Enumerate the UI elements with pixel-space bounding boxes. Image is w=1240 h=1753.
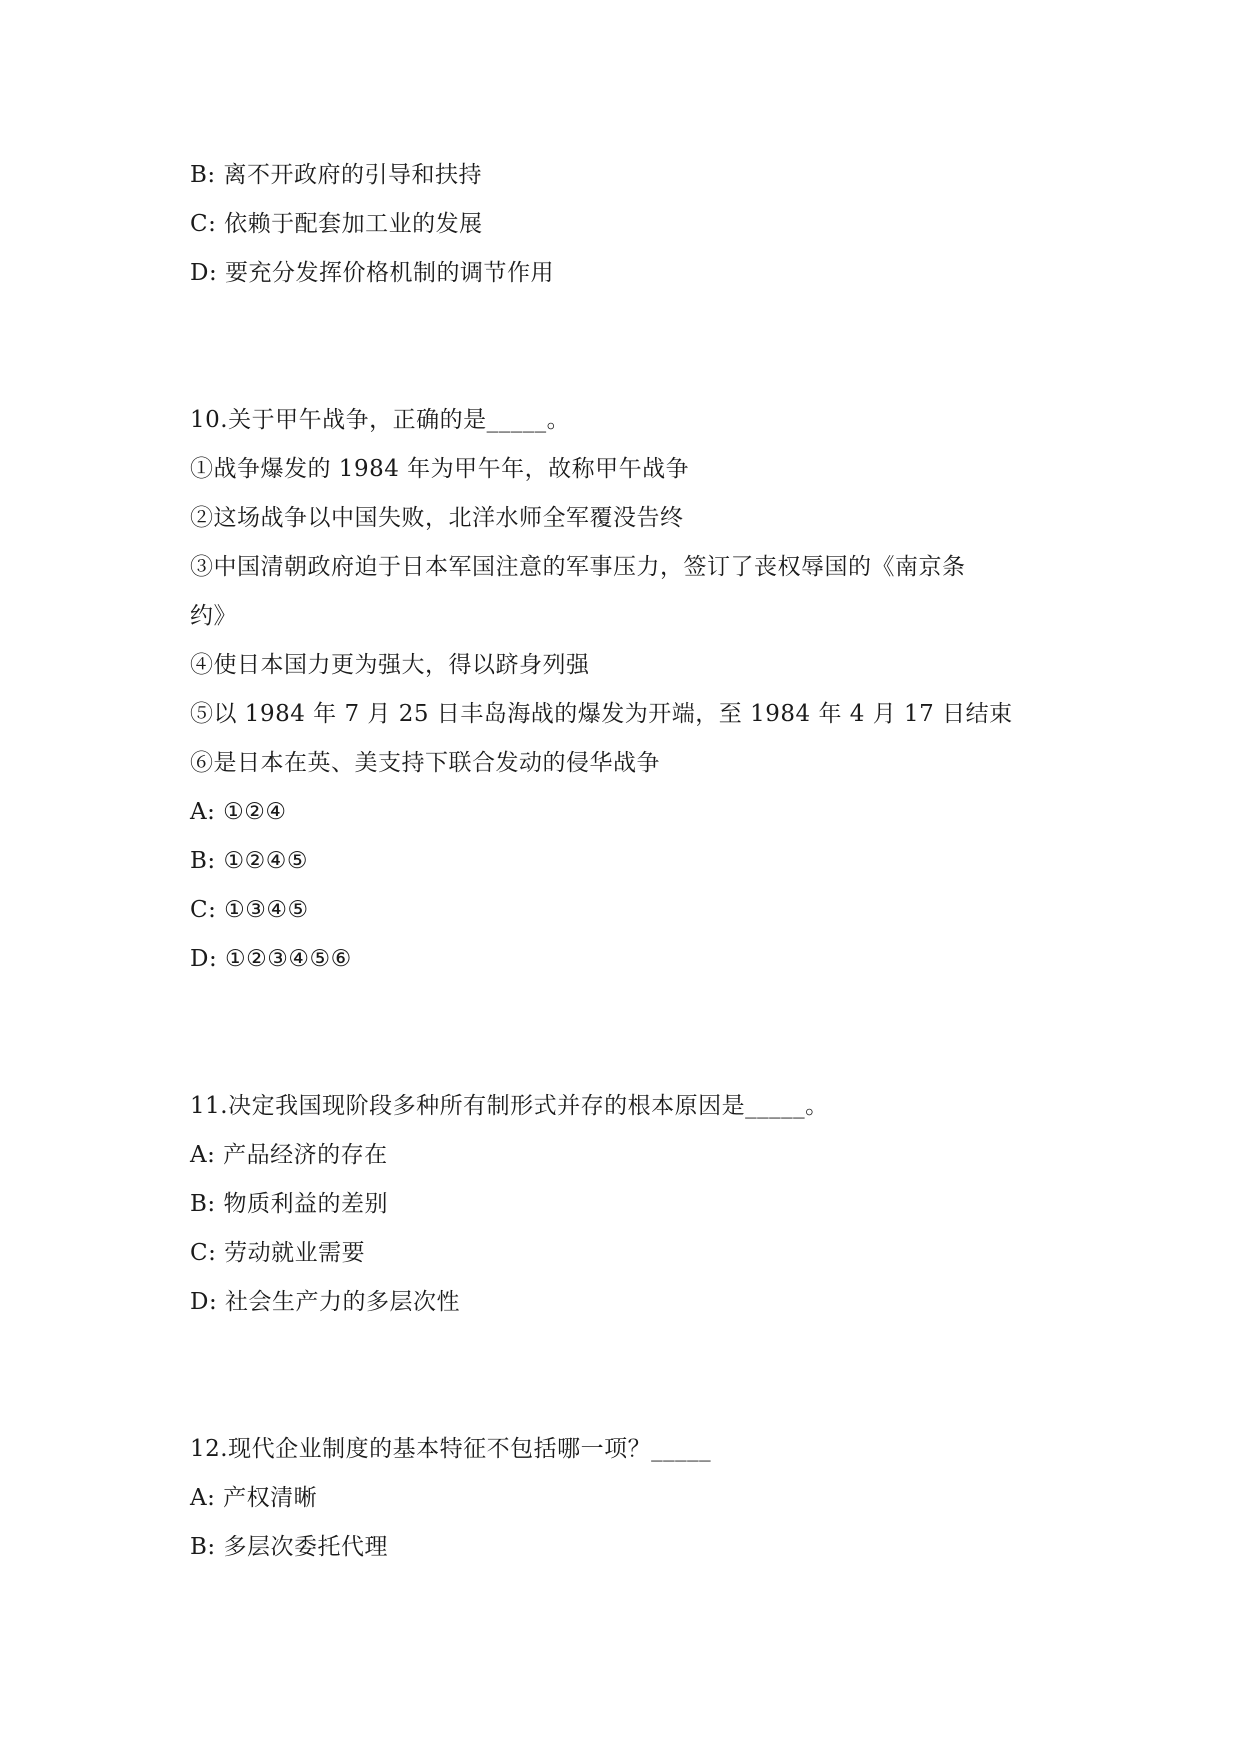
q11-option-b: B: 物质利益的差别 <box>190 1191 388 1217</box>
q10-statement: ③中国清朝政府迫于日本军国注意的军事压力，签订了丧权辱国的《南京条 <box>190 554 966 580</box>
q10-statement: ⑤以 1984 年 7 月 25 日丰岛海战的爆发为开端，至 1984 年 4 月 17 日结束 <box>190 701 1013 727</box>
q10-statement: ⑥是日本在英、美支持下联合发动的侵华战争 <box>190 750 660 776</box>
q10-statement: ②这场战争以中国失败，北洋水师全军覆没告终 <box>190 505 684 531</box>
q11-option-c: C: 劳动就业需要 <box>190 1240 366 1266</box>
q10-option-b: B: ①②④⑤ <box>190 848 308 874</box>
q11-option-a: A: 产品经济的存在 <box>190 1142 388 1168</box>
q9-option-c: C: 依赖于配套加工业的发展 <box>190 211 483 237</box>
q10-stem: 10.关于甲午战争，正确的是_____。 <box>190 407 571 433</box>
q9-option-b: B: 离不开政府的引导和扶持 <box>190 162 482 188</box>
q10-option-c: C: ①③④⑤ <box>190 897 309 923</box>
q9-option-d: D: 要充分发挥价格机制的调节作用 <box>190 260 555 286</box>
q11-stem: 11.决定我国现阶段多种所有制形式并存的根本原因是_____。 <box>190 1093 829 1119</box>
q10-statement: ④使日本国力更为强大，得以跻身列强 <box>190 652 590 678</box>
q12-option-a: A: 产权清晰 <box>190 1485 318 1511</box>
q10-statement: ①战争爆发的 1984 年为甲午年，故称甲午战争 <box>190 456 690 482</box>
q10-option-a: A: ①②④ <box>190 799 287 825</box>
q11-option-d: D: 社会生产力的多层次性 <box>190 1289 461 1315</box>
q10-statement: 约》 <box>190 603 237 629</box>
q12-option-b: B: 多层次委托代理 <box>190 1534 388 1560</box>
q10-option-d: D: ①②③④⑤⑥ <box>190 946 352 972</box>
q12-stem: 12.现代企业制度的基本特征不包括哪一项？_____ <box>190 1436 712 1462</box>
